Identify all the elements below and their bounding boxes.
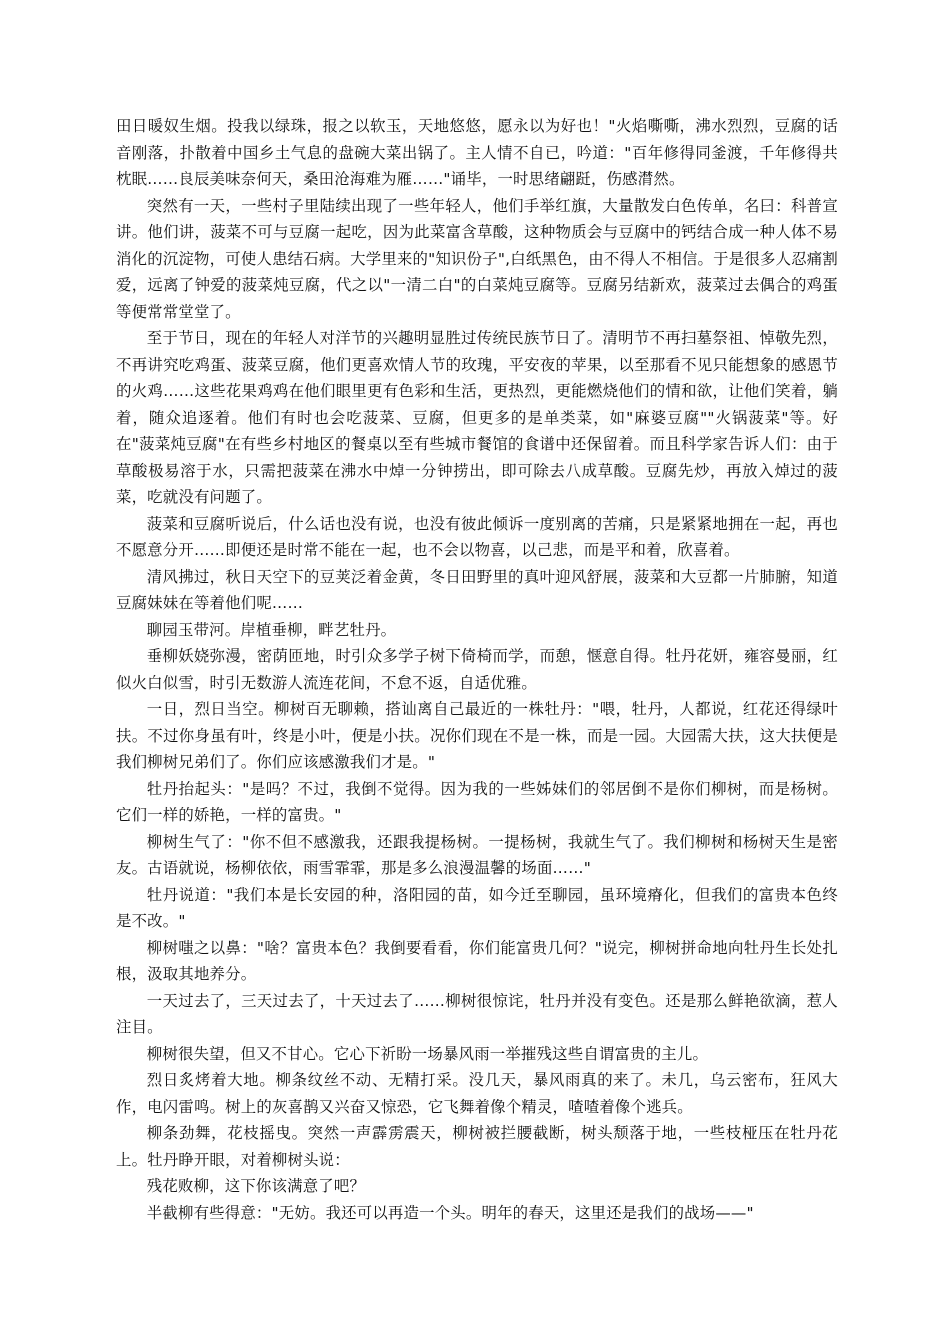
paragraph: 半截柳有些得意："无妨。我还可以再造一个头。明年的春天，这里还是我们的战场——" <box>146 1203 754 1222</box>
paragraph: 聊园玉带河。岸植垂柳，畔艺牡丹。 <box>146 620 397 639</box>
paragraph: 牡丹说道："我们本是长安园的种，洛阳园的苗，如今迁至聊园，虽环境瘠化，但我们的富贵本色终是不改。" <box>116 885 838 930</box>
document-body <box>116 113 838 1226</box>
paragraph: 残花败柳，这下你该满意了吧？ <box>146 1177 366 1195</box>
paragraph: 突然有一天，一些村子里陆续出现了一些年轻人，他们手举红旗，大量散发白色传单，名曰：科普宣讲。他们讲，菠菜不可与豆腐一起吃，因为此菜富含草酸，这种物质会与豆腐中的钙结合成一种人体不易消化的沉淀物，可使人患结石病。大学里来的"知识份子",白纸黑色，由不得人不相信。于是很多人忍痛割爱，远离了钟爱的菠菜炖豆腐，代之以"一清二白"的白菜炖豆腐等。豆腐另结新欢，菠菜过去偶合的鸡蛋等便常常堂堂了。 <box>116 196 838 321</box>
paragraph: 一日，烈日当空。柳树百无聊赖，搭讪离自己最近的一株牡丹："喂，牡丹，人都说，红花还得绿叶扶。不过你身虽有叶，终是小叶，便是小扶。况你们现在不是一株，而是一园。大园需大扶，这大扶便是我们柳树兄弟们了。你们应该感激我们才是。" <box>116 700 838 771</box>
paragraph: 田日暖奴生烟。投我以绿珠，报之以软玉，天地悠悠，愿永以为好也！"火焰嘶嘶，沸水烈烈，豆腐的话音刚落，扑散着中国乡土气息的盘碗大菜出锅了。主人情不自已，吟道："百年修得同釜渡，千年修得共枕眠……良辰美味奈何天，桑田沧海难为雁……"诵毕，一时思绪翩跹，伤感潸然。 <box>116 117 838 188</box>
paragraph: 柳条劲舞，花枝摇曳。突然一声霹雳震天，柳树被拦腰截断，树头颓落于地，一些枝桠压在牡丹花上。牡丹睁开眼，对着柳树头说： <box>116 1124 838 1169</box>
paragraph: 牡丹抬起头："是吗？不过，我倒不觉得。因为我的一些姊妹们的邻居倒不是你们柳树，而是杨树。它们一样的娇艳，一样的富贵。" <box>116 779 838 824</box>
paragraph: 至于节日，现在的年轻人对洋节的兴趣明显胜过传统民族节日了。清明节不再扫墓祭祖、悼敬先烈，不再讲究吃鸡蛋、菠菜豆腐，他们更喜欢情人节的玫瑰，平安夜的苹果，以至那看不见只能想象的感恩节的火鸡……这些花果鸡鸡在他们眼里更有色彩和生活，更热烈，更能燃烧他们的情和欲，让他们笑着，躺着，随众追逐着。他们有时也会吃菠菜、豆腐，但更多的是单类菜，如"麻婆豆腐""火锅菠菜"等。好在"菠菜炖豆腐"在有些乡村地区的餐桌以至有些城市餐馆的食谱中还保留着。而且科学家告诉人们：由于草酸极易溶于水，只需把菠菜在沸水中焯一分钟捞出，即可除去八成草酸。豆腐先炒，再放入焯过的菠菜，吃就没有问题了。 <box>116 329 838 506</box>
paragraph: 一天过去了，三天过去了，十天过去了……柳树很惊诧，牡丹并没有变色。还是那么鲜艳欲滴，惹人注目。 <box>116 991 838 1036</box>
paragraph: 柳树生气了："你不但不感激我，还跟我提杨树。一提杨树，我就生气了。我们柳树和杨树天生是密友。古语就说，杨柳依依，雨雪霏霏，那是多么浪漫温馨的场面……" <box>116 832 838 877</box>
paragraph: 烈日炙烤着大地。柳条纹丝不动、无精打采。没几天，暴风雨真的来了。未几，乌云密布，狂风大作，电闪雷鸣。树上的灰喜鹊又兴奋又惊恐，它飞舞着像个精灵，喳喳着像个逃兵。 <box>116 1071 838 1116</box>
paragraph: 柳树嗤之以鼻："啥？富贵本色？我倒要看看，你们能富贵几何？"说完，柳树拼命地向牡丹生长处扎根，汲取其地养分。 <box>116 938 838 983</box>
paragraph: 垂柳妖娆弥漫，密荫匝地，时引众多学子树下倚椅而学，而憩，惬意自得。牡丹花妍，雍容曼丽，红似火白似雪，时引无数游人流连花间，不怠不返，自适优雅。 <box>116 647 838 692</box>
paragraph: 柳树很失望，但又不甘心。它心下祈盼一场暴风雨一举摧残这些自谓富贵的主儿。 <box>146 1044 709 1063</box>
paragraph: 菠菜和豆腐听说后，什么话也没有说，也没有彼此倾诉一度别离的苦痛，只是紧紧地拥在一起，再也不愿意分开……即便还是时常不能在一起，也不会以物喜，以己悲，而是平和着，欣喜着。 <box>116 514 838 559</box>
paragraph: 清风拂过，秋日天空下的豆荚泛着金黄，冬日田野里的真叶迎风舒展，菠菜和大豆都一片肺腑，知道豆腐妹妹在等着他们呢…… <box>116 567 838 612</box>
